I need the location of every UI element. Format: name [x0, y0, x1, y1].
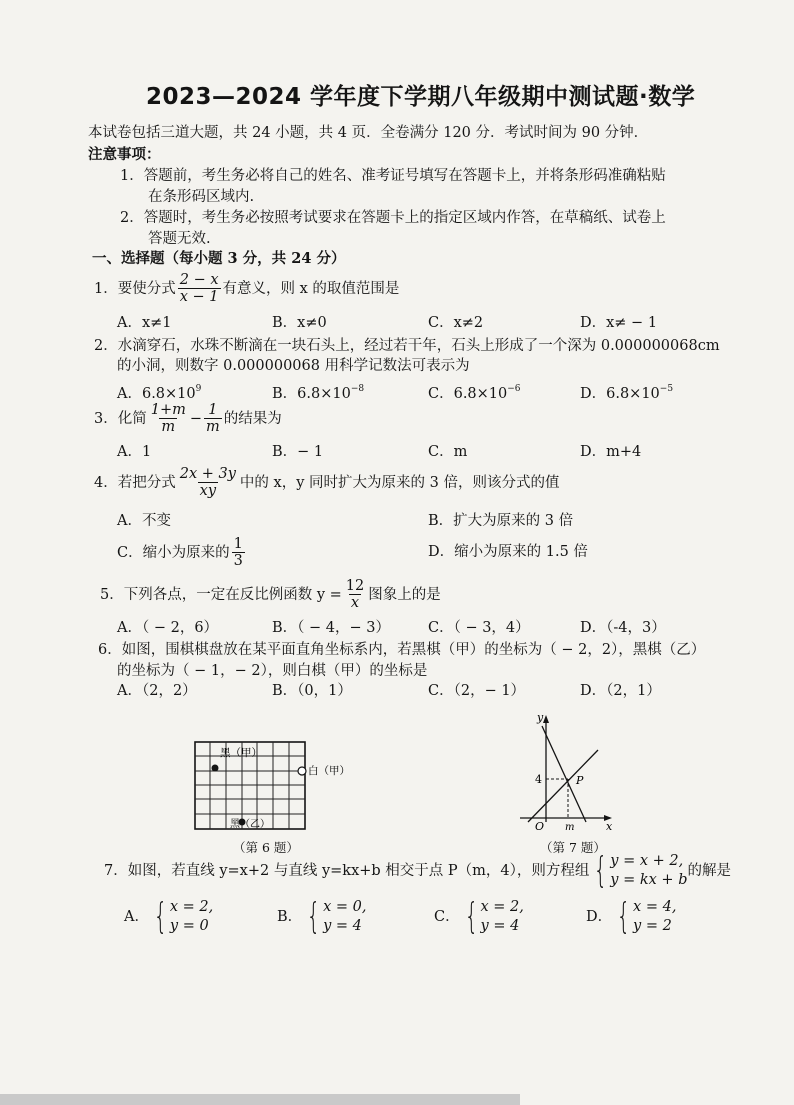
q3-option-c: C．m — [428, 444, 468, 460]
section-1-heading: 一、选择题（每小题 3 分，共 24 分） — [92, 250, 346, 267]
go-board-figure — [190, 738, 350, 836]
equation-row: y = 4 — [480, 918, 520, 934]
brace-icon: { — [593, 850, 608, 891]
numerator: 2x + 3y — [179, 466, 236, 482]
point-p-label: P — [576, 774, 584, 787]
fraction — [178, 272, 221, 305]
q1-option-a: A．x≠1 — [117, 315, 172, 331]
question-number: 1． — [94, 280, 118, 297]
question-text: 的结果为 — [223, 410, 282, 427]
exponent: −6 — [507, 384, 521, 394]
equation-row: y = 4 — [323, 918, 362, 934]
option-letter: C． — [434, 909, 460, 925]
equation-row: x = 2, — [169, 899, 214, 915]
question-text: 要使分式 — [117, 280, 176, 297]
equation-system — [460, 898, 524, 936]
denominator: xy — [199, 483, 217, 499]
question-text: 如图，围棋棋盘放在某平面直角坐标系内，若黑棋（甲）的坐标为（ − 2，2），黑棋（乙） — [121, 642, 706, 658]
exam-title: 2023—2024 学年度下学期八年级期中测试题·数学 — [146, 84, 696, 110]
equation-row: y = 2 — [633, 918, 672, 934]
equation-row: x = 2, — [480, 899, 524, 915]
y-axis-arrow-icon — [543, 715, 549, 723]
q2-option-a — [117, 380, 201, 403]
q7-option-b — [277, 898, 366, 936]
q1-option-c: C．x≠2 — [428, 315, 484, 331]
denominator: m — [206, 419, 220, 435]
question-5 — [100, 578, 441, 611]
equation-system — [612, 898, 676, 936]
denominator: m — [161, 419, 176, 435]
black-yi-label: 黑（乙） — [230, 819, 270, 830]
question-text: 如图，若直线 y=x+2 与直线 y=kx+b 相交于点 P（m，4），则方程组 — [127, 863, 590, 879]
notice-item-2-line-2: 答题无效. — [148, 231, 211, 247]
question-4 — [94, 466, 559, 499]
question-number: 3． — [94, 410, 118, 427]
line-graph-figure — [520, 712, 620, 834]
q2-option-d — [580, 380, 673, 403]
question-text: 化简 — [117, 410, 147, 427]
q6-option-b: B．（0，1） — [272, 683, 352, 699]
q6-option-d: D．（2，1） — [580, 683, 661, 699]
q2-option-b — [272, 380, 364, 403]
notice-item-2-line-1: 2．答题时，考生务必按照考试要求在答题卡上的指定区域内作答，在草稿纸、试卷上 — [120, 210, 666, 226]
figure-6-caption: （第 6 题） — [233, 840, 299, 855]
notice-heading: 注意事项： — [88, 146, 161, 163]
equation-row: y = 0 — [169, 918, 209, 934]
denominator: x — [350, 595, 360, 611]
question-3 — [94, 402, 282, 435]
q3-option-d: D．m+4 — [580, 444, 642, 460]
brace-icon: { — [616, 896, 631, 937]
option-text: C．6.8×10 — [428, 386, 508, 402]
q3-option-a: A．1 — [117, 444, 152, 460]
equation-row: x = 0, — [323, 899, 367, 915]
equation-system — [302, 898, 366, 936]
brace-icon: { — [306, 896, 321, 937]
option-text: A．6.8×10 — [117, 386, 196, 402]
option-text: B．6.8×10 — [272, 386, 351, 402]
numerator: 12 — [345, 578, 365, 594]
q1-option-d: D．x≠ − 1 — [580, 315, 658, 331]
brace-icon: { — [153, 896, 168, 937]
question-number: 5． — [100, 586, 124, 603]
question-number: 2． — [94, 338, 118, 354]
equation-system — [149, 898, 213, 936]
question-7 — [104, 852, 731, 890]
q4-option-a: A．不变 — [117, 513, 171, 529]
denominator: x − 1 — [179, 289, 219, 305]
question-1 — [94, 272, 399, 305]
option-text: C．缩小为原来的 — [117, 544, 230, 561]
white-stone-jia — [298, 767, 306, 775]
option-letter: A． — [124, 909, 149, 925]
q6-option-c: C．（2，− 1） — [428, 683, 526, 699]
question-text: 中的 x，y 同时扩大为原来的 3 倍，则该分式的值 — [239, 474, 560, 491]
exponent: −8 — [350, 384, 365, 394]
x-axis-label: x — [606, 820, 613, 833]
scan-edge-bar — [0, 1094, 520, 1105]
q7-option-c — [434, 898, 524, 936]
q7-option-d — [586, 898, 676, 936]
denominator: 3 — [233, 553, 243, 569]
q1-option-b: B．x≠0 — [272, 315, 327, 331]
equation-row: y = x + 2, — [610, 853, 684, 869]
black-jia-label: 黑（甲） — [220, 747, 262, 759]
q5-option-c: C．（ − 3，4） — [428, 620, 530, 636]
numerator: 1 — [233, 536, 243, 552]
black-stone-jia — [212, 765, 219, 772]
y-tick-4: 4 — [535, 773, 542, 786]
y-axis-label: y — [537, 712, 544, 724]
question-6-line-2: 的坐标为（ − 1，− 2），则白棋（甲）的坐标是 — [117, 663, 428, 679]
q5-option-a: A．（ − 2，6） — [117, 620, 219, 636]
notice-item-1-line-2: 在条形码区域内. — [148, 189, 255, 205]
brace-icon: { — [464, 896, 478, 937]
question-number: 4． — [94, 474, 118, 491]
fraction — [149, 402, 188, 435]
question-2-line-2: 的小洞，则数字 0.000000068 用科学记数法可表示为 — [117, 358, 470, 374]
q5-option-b: B．（ − 4，− 3） — [272, 620, 390, 636]
q5-option-d: D．（-4，3） — [580, 620, 666, 636]
q7-option-a — [124, 898, 213, 936]
option-letter: D． — [586, 909, 613, 925]
notice-item-1-line-1: 1．答题前，考生务必将自己的姓名、准考证号填写在答题卡上，并将条形码准确粘贴 — [120, 168, 666, 184]
figure-7-caption: （第 7 题） — [540, 840, 606, 855]
fraction — [178, 466, 238, 499]
q4-option-d: D．缩小为原来的 1.5 倍 — [428, 544, 588, 560]
minus-sign: − — [189, 410, 203, 427]
option-text: D．6.8×10 — [580, 386, 660, 402]
question-text: 有意义，则 x 的取值范围是 — [222, 280, 400, 297]
question-number: 6． — [98, 642, 122, 658]
numerator: 1+m — [150, 402, 186, 418]
question-text: 下列各点，一定在反比例函数 y = — [123, 586, 342, 603]
equation-row: x = 4, — [633, 899, 677, 915]
equation-system — [589, 852, 687, 890]
q6-option-a: A．（2，2） — [117, 683, 197, 699]
exponent: −5 — [659, 384, 674, 394]
exponent: 9 — [195, 384, 202, 394]
numerator: 1 — [208, 402, 218, 418]
exam-intro: 本试卷包括三道大题，共 24 小题，共 4 页．全卷满分 120 分．考试时间为 90 分钟． — [88, 125, 649, 141]
numerator: 2 − x — [179, 272, 219, 288]
question-2-line-1 — [94, 337, 720, 355]
equation-row: y = kx + b — [610, 872, 688, 888]
q4-option-b: B．扩大为原来的 3 倍 — [428, 513, 574, 529]
q3-option-b: B．− 1 — [272, 444, 324, 460]
white-jia-label: 白（甲） — [308, 765, 350, 777]
m-label: m — [565, 822, 575, 833]
question-text: 图象上的是 — [368, 586, 441, 603]
fraction — [232, 536, 245, 569]
question-text: 的解是 — [687, 863, 731, 879]
option-letter: B． — [277, 909, 303, 925]
fraction — [344, 578, 366, 611]
question-text: 若把分式 — [117, 474, 176, 491]
question-text: 水滴穿石，水珠不断滴在一块石头上，经过若干年，石头上形成了一个深为 0.000000068cm — [117, 338, 720, 354]
q2-option-c — [428, 380, 521, 403]
line-x-plus-2 — [528, 750, 598, 822]
q4-option-c — [117, 536, 247, 569]
origin-label: O — [535, 820, 545, 833]
question-number: 7． — [104, 863, 128, 879]
fraction — [204, 402, 222, 435]
question-6-line-1 — [98, 641, 705, 659]
